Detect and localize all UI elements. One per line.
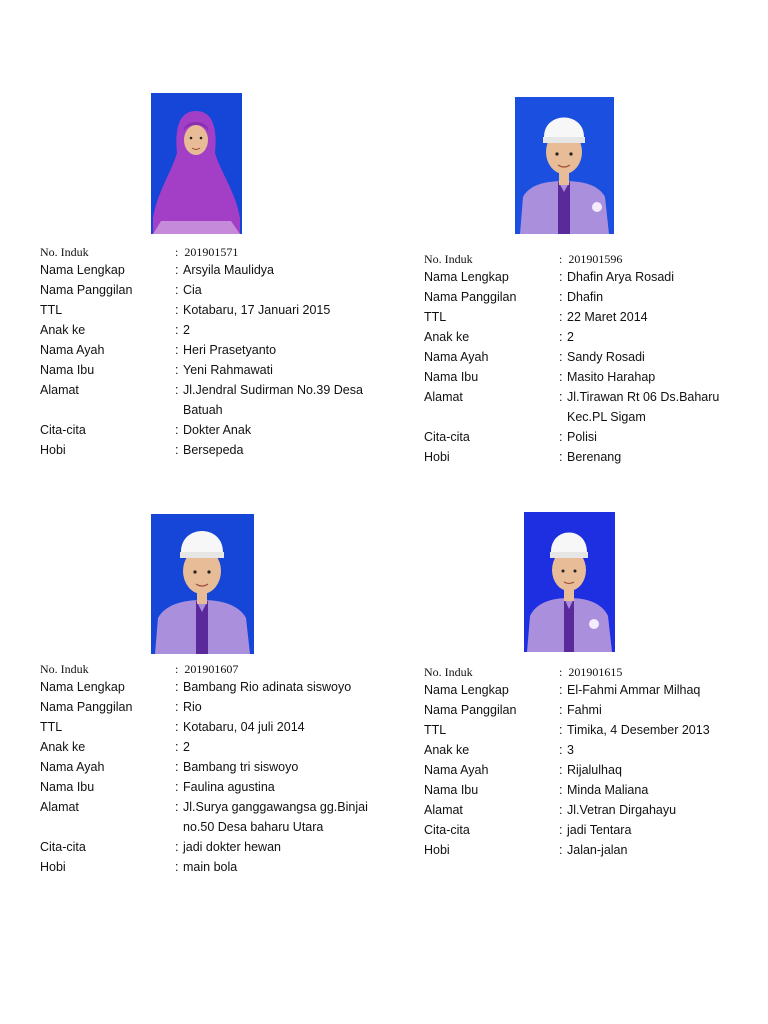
ttl-value: Kotabaru, 04 juli 2014 (183, 720, 305, 734)
ttl-row: TTL : 22 Maret 2014 (424, 310, 648, 324)
no-induk-label: No. Induk (40, 245, 89, 259)
hobi-row: Hobi : main bola (40, 860, 238, 874)
nama-panggilan-row: Nama Panggilan : Cia (40, 283, 202, 297)
nama-ibu-value: Masito Harahap (567, 370, 656, 384)
student-info (40, 244, 370, 460)
alamat-value-cont: Kec.PL Sigam (567, 410, 646, 424)
nama-lengkap-row: Nama Lengkap : Dhafin Arya Rosadi (424, 270, 675, 284)
nama-ibu-value: Minda Maliana (567, 783, 649, 797)
nama-lengkap-value: El-Fahmi Ammar Milhaq (567, 683, 701, 697)
nama-ibu-row: Nama Ibu : Yeni Rahmawati (40, 363, 273, 377)
hobi-value: Jalan-jalan (567, 843, 628, 857)
no-induk-value: : 201901571 (175, 245, 239, 259)
no-induk-row (40, 661, 370, 677)
ttl-value: Timika, 4 Desember 2013 (567, 723, 710, 737)
boy-cap-portrait (151, 514, 254, 654)
nama-ayah-value: Sandy Rosadi (567, 350, 645, 364)
student-info (424, 664, 754, 860)
nama-panggilan-value: Cia (183, 283, 202, 297)
ttl-row: TTL : Kotabaru, 17 Januari 2015 (40, 303, 331, 317)
cita-cita-value: jadi Tentara (567, 823, 632, 837)
nama-ayah-value: Heri Prasetyanto (183, 343, 277, 357)
anak-ke-row: Anak ke : 2 (424, 330, 574, 344)
student-photo (151, 93, 242, 234)
alamat-row-cont (40, 817, 370, 837)
nama-lengkap-value: Dhafin Arya Rosadi (567, 270, 675, 284)
student-info (424, 251, 754, 467)
nama-ibu-row: Nama Ibu : Minda Maliana (424, 783, 649, 797)
hobi-row: Hobi : Jalan-jalan (424, 843, 628, 857)
alamat-value-cont: Batuah (183, 403, 223, 417)
nama-ibu-row: Nama Ibu : Masito Harahap (424, 370, 656, 384)
hobi-value: Bersepeda (183, 443, 244, 457)
hobi-value: Berenang (567, 450, 622, 464)
nama-ayah-row: Nama Ayah : Heri Prasetyanto (40, 343, 277, 357)
nama-panggilan-value: Fahmi (567, 703, 602, 717)
nama-lengkap-row: Nama Lengkap : Arsyila Maulidya (40, 263, 275, 277)
alamat-row: Alamat : Jl.Surya ganggawangsa gg.Binjai (40, 800, 368, 814)
cita-cita-row: Cita-cita : Polisi (424, 430, 597, 444)
ttl-value: 22 Maret 2014 (567, 310, 648, 324)
hobi-row: Hobi : Bersepeda (40, 443, 244, 457)
no-induk-value: : 201901615 (559, 665, 623, 679)
alamat-value: Jl.Surya ganggawangsa gg.Binjai (183, 800, 368, 814)
nama-panggilan-row: Nama Panggilan : Fahmi (424, 703, 602, 717)
hobi-row: Hobi : Berenang (424, 450, 622, 464)
alamat-value: Jl.Vetran Dirgahayu (567, 803, 677, 817)
boy-cap-portrait (524, 512, 615, 652)
ttl-row: TTL : Kotabaru, 04 juli 2014 (40, 720, 305, 734)
nama-lengkap-row: Nama Lengkap : El-Fahmi Ammar Milhaq (424, 683, 701, 697)
no-induk-row (424, 251, 754, 267)
nama-lengkap-value: Bambang Rio adinata siswoyo (183, 680, 352, 694)
nama-panggilan-value: Dhafin (567, 290, 604, 304)
anak-ke-row: Anak ke : 2 (40, 323, 190, 337)
cita-cita-value: Dokter Anak (183, 423, 252, 437)
nama-panggilan-row: Nama Panggilan : Dhafin (424, 290, 604, 304)
student-photo (151, 514, 254, 654)
no-induk-label: No. Induk (424, 665, 473, 679)
nama-ayah-value: Bambang tri siswoyo (183, 760, 299, 774)
cita-cita-row: Cita-cita : Dokter Anak (40, 423, 252, 437)
hobi-value: main bola (183, 860, 238, 874)
student-photo (515, 97, 614, 234)
nama-ayah-row: Nama Ayah : Rijalulhaq (424, 763, 622, 777)
alamat-value-cont: no.50 Desa baharu Utara (183, 820, 324, 834)
no-induk-value: : 201901607 (175, 662, 239, 676)
alamat-row: Alamat : Jl.Jendral Sudirman No.39 Desa (40, 383, 363, 397)
alamat-value: Jl.Tirawan Rt 06 Ds.Baharu (567, 390, 720, 404)
nama-lengkap-row: Nama Lengkap : Bambang Rio adinata siswoyo (40, 680, 352, 694)
no-induk-row (424, 664, 754, 680)
alamat-row-cont (424, 407, 754, 427)
no-induk-row (40, 244, 370, 260)
nama-ibu-row: Nama Ibu : Faulina agustina (40, 780, 275, 794)
cita-cita-row: Cita-cita : jadi dokter hewan (40, 840, 281, 854)
cita-cita-value: Polisi (567, 430, 597, 444)
alamat-row-cont (40, 400, 370, 420)
nama-ayah-row: Nama Ayah : Sandy Rosadi (424, 350, 645, 364)
nama-ayah-value: Rijalulhaq (567, 763, 622, 777)
alamat-value: Jl.Jendral Sudirman No.39 Desa (183, 383, 363, 397)
anak-ke-value: 3 (567, 743, 574, 757)
nama-lengkap-value: Arsyila Maulidya (183, 263, 275, 277)
nama-ibu-value: Yeni Rahmawati (183, 363, 273, 377)
ttl-row: TTL : Timika, 4 Desember 2013 (424, 723, 710, 737)
cita-cita-value: jadi dokter hewan (183, 840, 281, 854)
nama-ibu-value: Faulina agustina (183, 780, 275, 794)
nama-panggilan-value: Rio (183, 700, 202, 714)
ttl-value: Kotabaru, 17 Januari 2015 (183, 303, 331, 317)
alamat-row: Alamat : Jl.Vetran Dirgahayu (424, 803, 677, 817)
anak-ke-row: Anak ke : 3 (424, 743, 574, 757)
no-induk-label: No. Induk (40, 662, 89, 676)
anak-ke-value: 2 (183, 323, 190, 337)
nama-panggilan-row: Nama Panggilan : Rio (40, 700, 202, 714)
nama-ayah-row: Nama Ayah : Bambang tri siswoyo (40, 760, 299, 774)
girl-hijab-portrait (151, 93, 242, 234)
alamat-row: Alamat : Jl.Tirawan Rt 06 Ds.Baharu (424, 390, 720, 404)
cita-cita-row: Cita-cita : jadi Tentara (424, 823, 632, 837)
no-induk-label: No. Induk (424, 252, 473, 266)
student-photo (524, 512, 615, 652)
anak-ke-value: 2 (183, 740, 190, 754)
boy-cap-portrait (515, 97, 614, 234)
anak-ke-row: Anak ke : 2 (40, 740, 190, 754)
no-induk-value: : 201901596 (559, 252, 623, 266)
student-info (40, 661, 370, 877)
anak-ke-value: 2 (567, 330, 574, 344)
